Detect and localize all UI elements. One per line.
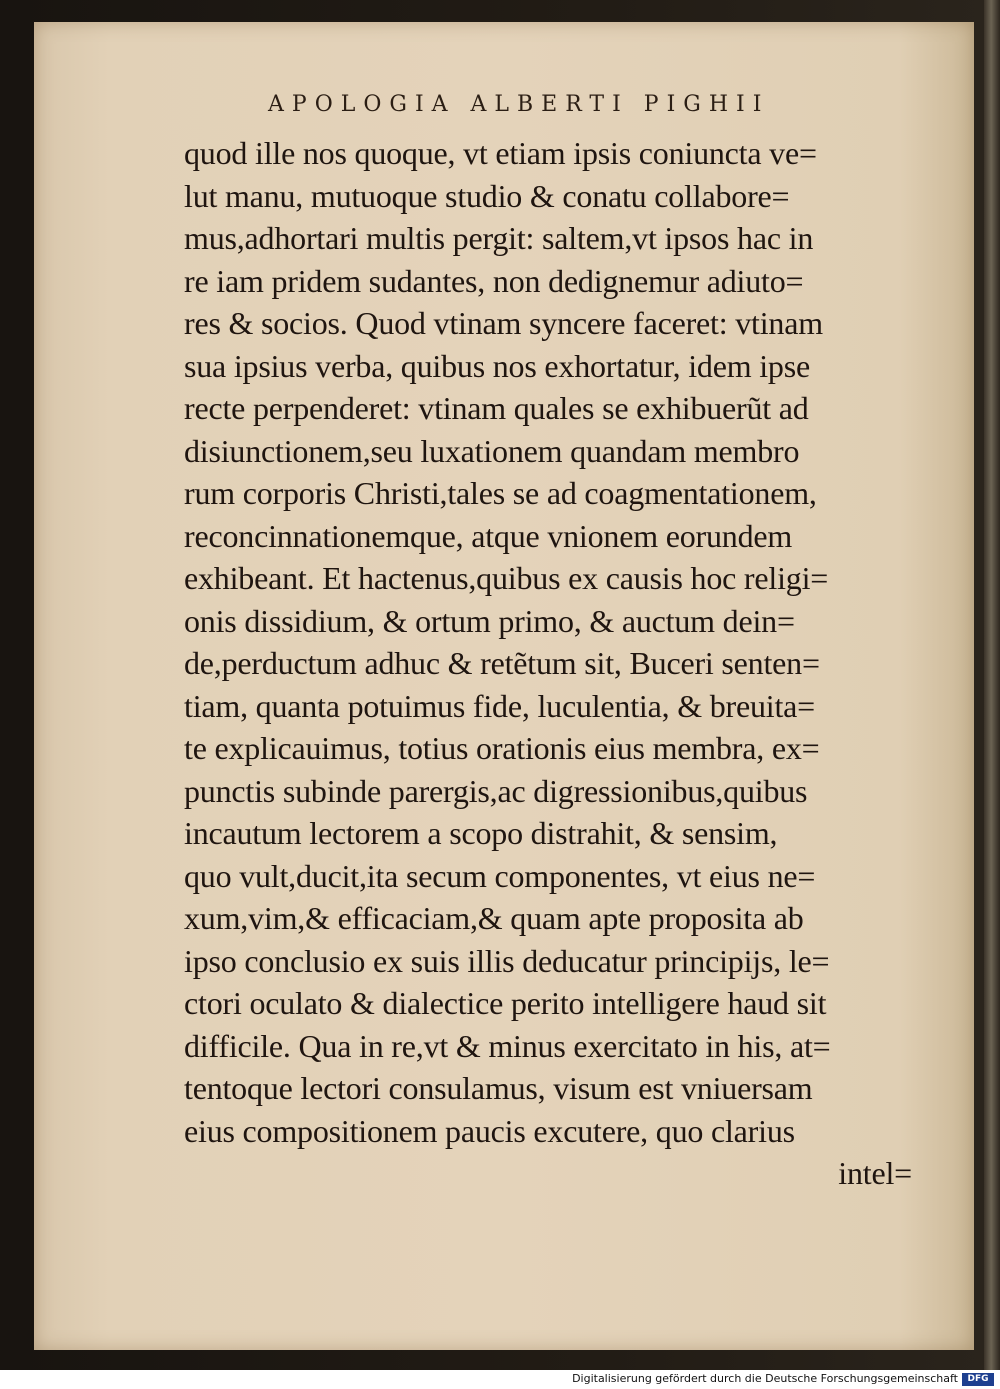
text-line: exhibeant. Et hactenus,quibus ex causis hoc religi=: [184, 560, 829, 596]
body-text: [184, 132, 924, 1195]
text-line: te explicauimus, totius orationis eius membra, ex=: [184, 730, 820, 766]
book-edge: [984, 0, 1000, 1370]
text-line: punctis subinde parergis,ac digressionibus,quibus: [184, 772, 808, 809]
text-line: ctori oculato & dialectice perito intelligere haud sit: [184, 985, 827, 1021]
digitization-credit: Digitalisierung gefördert durch die Deutsche Forschungsgemeinschaft: [572, 1372, 958, 1385]
text-line: reconcinnationemque, atque vnionem eorundem: [184, 517, 793, 554]
text-line: de,perductum adhuc & retẽtum sit, Buceri senten=: [184, 645, 820, 681]
text-line: difficile. Qua in re,vt & minus exercitato in his, at=: [184, 1027, 831, 1064]
text-line: eius compositionem paucis excutere, quo clarius: [184, 1112, 795, 1149]
running-head: APOLOGIA ALBERTI PIGHII: [268, 92, 770, 117]
dfg-logo-icon: DFG: [962, 1373, 994, 1386]
text-line: quod ille nos quoque, vt etiam ipsis coniuncta ve=: [184, 135, 817, 171]
text-line: onis dissidium, & ortum primo, & auctum dein=: [184, 602, 795, 639]
footer-bar: [0, 1370, 1000, 1389]
catchword: intel=: [838, 1155, 912, 1191]
text-line: xum,vim,& efficaciam,& quam apte proposita ab: [184, 900, 804, 936]
text-line: disiunctionem,seu luxationem quandam membro: [184, 432, 800, 469]
text-line: re iam pridem sudantes, non dedignemur adiuto=: [184, 262, 804, 299]
text-line: mus,adhortari multis pergit: saltem,vt ipsos hac in: [184, 220, 814, 256]
text-line: recte perpenderet: vtinam quales se exhibuerũt ad: [184, 390, 809, 426]
text-line: sua ipsius verba, quibus nos exhortatur, idem ipse: [184, 347, 810, 384]
text-line: rum corporis Christi,tales se ad coagmentationem,: [184, 475, 817, 511]
text-line: tentoque lectori consulamus, visum est vniuersam: [184, 1070, 813, 1106]
text-line: incautum lectorem a scopo distrahit, & sensim,: [184, 815, 778, 851]
text-line: ipso conclusio ex suis illis deducatur principijs, le=: [184, 942, 830, 979]
text-line: res & socios. Quod vtinam syncere faceret: vtinam: [184, 305, 823, 341]
text-line: lut manu, mutuoque studio & conatu collabore=: [184, 177, 790, 214]
text-line: quo vult,ducit,ita secum componentes, vt eius ne=: [184, 857, 816, 894]
text-line: tiam, quanta potuimus fide, luculentia, & breuita=: [184, 687, 816, 724]
